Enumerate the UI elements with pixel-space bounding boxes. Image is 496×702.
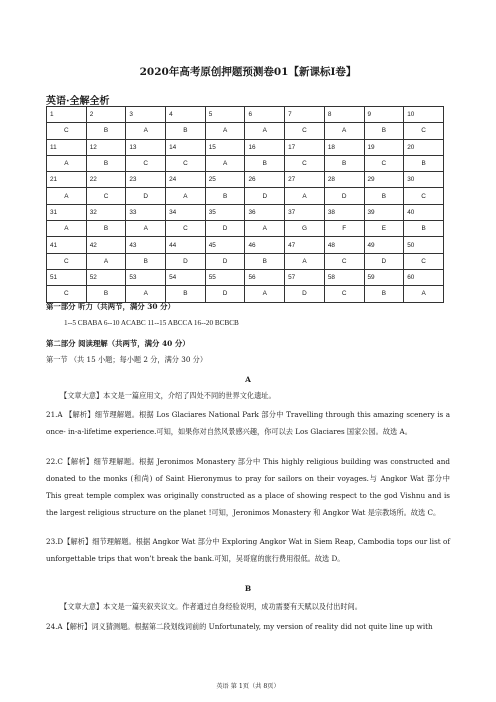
passage-a-label: A: [245, 375, 251, 384]
question-number-cell: 35: [205, 204, 245, 220]
question-number-cell: 21: [47, 172, 87, 188]
question-number-cell: 26: [245, 172, 285, 188]
question-23-explanation: 23.D【解析】细节理解题。根据 Angkor Wat 部分中 Exploring Angkor Wat in Siem Reap, Cambodia tops our list of unforgettable trips that won’t break the bank.可知，吴哥窟的旅行费用很低。故选 D。: [46, 537, 450, 563]
question-number-row: [47, 269, 444, 285]
answer-cell: D: [364, 253, 404, 269]
question-number-cell: 10: [404, 107, 444, 123]
answer-cell: C: [47, 286, 87, 302]
question-number-cell: 8: [324, 107, 364, 123]
answer-table: [46, 106, 444, 303]
answer-cell: A: [404, 286, 444, 302]
question-number-cell: 45: [205, 237, 245, 253]
answer-cell: C: [324, 286, 364, 302]
question-number-cell: 25: [205, 172, 245, 188]
question-number-cell: 40: [404, 204, 444, 220]
question-number-cell: 32: [86, 204, 126, 220]
question-number-cell: 28: [324, 172, 364, 188]
question-number-row: [47, 237, 444, 253]
question-number-cell: 58: [324, 269, 364, 285]
question-number-cell: 31: [47, 204, 87, 220]
question-number-cell: 54: [166, 269, 206, 285]
question-number-cell: 53: [126, 269, 166, 285]
question-number-cell: 2: [86, 107, 126, 123]
question-21-explanation: 21.A 【解析】细节理解题。根据 Los Glaciares National Park 部分中 Travelling through this amazing scenery is a once- in-a-lifetime experience.可知，如果你对自然风景感兴趣，你可以去 Los Glaciares 国家公园。故选 A。: [46, 410, 450, 436]
question-number-cell: 14: [166, 139, 206, 155]
question-number-cell: 57: [285, 269, 325, 285]
answer-cell: B: [166, 286, 206, 302]
question-number-row: [47, 107, 444, 123]
question-number-cell: 1: [47, 107, 87, 123]
answer-key-row: [47, 155, 444, 171]
answer-cell: D: [126, 188, 166, 204]
answer-cell: D: [205, 221, 245, 237]
answer-cell: A: [126, 286, 166, 302]
answer-cell: A: [47, 188, 87, 204]
answer-cell: D: [205, 253, 245, 269]
question-number-cell: 41: [47, 237, 87, 253]
answer-cell: C: [166, 221, 206, 237]
answer-cell: C: [166, 155, 206, 171]
answer-cell: A: [245, 123, 285, 139]
answer-cell: B: [86, 123, 126, 139]
question-number-cell: 52: [86, 269, 126, 285]
answer-cell: A: [324, 123, 364, 139]
question-number-cell: 34: [166, 204, 206, 220]
question-22-explanation: 22.C【解析】细节理解题。根据 Jeronimos Monastery 部分中 This highly religious building was constructed and donated to the monks (和尚) of Saint Hieronymus to pray for sailors on their voyages.与 Angkor Wat 部分中 This great temple complex was originally constructed as a place of showing respect to the god Vishnu and is the largest religious structure on the planet !可知，Jeronimos Monastery 和 Angkor Wat 是宗教场所。故选 C。: [46, 457, 450, 517]
answer-cell: B: [86, 221, 126, 237]
answer-cell: D: [205, 286, 245, 302]
question-number-cell: 18: [324, 139, 364, 155]
answer-cell: B: [126, 253, 166, 269]
passage-a-summary: 【文章大意】本文是一篇应用文，介绍了四处不同的世界文化遗址。: [60, 391, 276, 400]
question-number-cell: 15: [205, 139, 245, 155]
section1-note: 第一节 （共 15 小题；每小题 2 分，满分 30 分）: [46, 355, 208, 364]
question-number-cell: 22: [86, 172, 126, 188]
question-24-explanation: 24.A【解析】词义猜测题。根据第二段划线词前的 Unfortunately, my version of reality did not quite line up with: [46, 622, 433, 631]
answer-cell: A: [245, 286, 285, 302]
answer-cell: C: [126, 155, 166, 171]
question-number-cell: 16: [245, 139, 285, 155]
passage-b-summary: 【文章大意】本文是一篇夹叙夹议文。作者通过自身经验说明，成功需要有天赋以及付出时间。: [60, 602, 362, 611]
answer-cell: G: [285, 221, 325, 237]
answer-cell: A: [205, 123, 245, 139]
question-number-cell: 29: [364, 172, 404, 188]
answer-cell: C: [285, 123, 325, 139]
answer-cell: A: [245, 221, 285, 237]
answer-cell: B: [364, 286, 404, 302]
question-number-cell: 7: [285, 107, 325, 123]
answer-cell: B: [86, 286, 126, 302]
question-number-cell: 9: [364, 107, 404, 123]
question-number-cell: 20: [404, 139, 444, 155]
answer-cell: C: [285, 155, 325, 171]
question-number-cell: 13: [126, 139, 166, 155]
answer-cell: E: [364, 221, 404, 237]
question-number-cell: 23: [126, 172, 166, 188]
question-number-cell: 51: [47, 269, 87, 285]
answer-cell: C: [47, 123, 87, 139]
answer-cell: B: [364, 188, 404, 204]
answer-cell: A: [47, 221, 87, 237]
question-number-cell: 48: [324, 237, 364, 253]
answer-key-row: [47, 188, 444, 204]
part1-answers: 1--5 CBABA 6--10 ACABC 11--15 ABCCA 16--20 BCBCB: [64, 319, 239, 327]
answer-cell: C: [47, 253, 87, 269]
answer-cell: C: [364, 155, 404, 171]
answer-cell: A: [285, 253, 325, 269]
answer-cell: C: [324, 253, 364, 269]
question-number-cell: 49: [364, 237, 404, 253]
answer-cell: A: [285, 188, 325, 204]
question-number-cell: 3: [126, 107, 166, 123]
question-number-cell: 50: [404, 237, 444, 253]
question-number-row: [47, 172, 444, 188]
question-number-cell: 33: [126, 204, 166, 220]
answer-cell: C: [404, 188, 444, 204]
question-number-cell: 42: [86, 237, 126, 253]
question-number-row: [47, 204, 444, 220]
answer-key-row: [47, 286, 444, 302]
section-label: 英语·全解全析: [46, 96, 110, 107]
answer-cell: B: [245, 155, 285, 171]
answer-cell: B: [166, 123, 206, 139]
question-number-cell: 6: [245, 107, 285, 123]
question-number-cell: 46: [245, 237, 285, 253]
answer-cell: B: [324, 155, 364, 171]
answer-cell: B: [86, 155, 126, 171]
question-number-cell: 39: [364, 204, 404, 220]
answer-key-row: [47, 123, 444, 139]
question-number-cell: 37: [285, 204, 325, 220]
answer-cell: A: [126, 221, 166, 237]
answer-key-row: [47, 221, 444, 237]
question-number-cell: 19: [364, 139, 404, 155]
answer-cell: B: [364, 123, 404, 139]
answer-cell: A: [126, 123, 166, 139]
answer-cell: A: [47, 155, 87, 171]
part1-heading: 第一部分 听力（共两节，满分 30 分）: [46, 302, 175, 311]
answer-cell: B: [245, 253, 285, 269]
question-number-cell: 44: [166, 237, 206, 253]
question-number-cell: 4: [166, 107, 206, 123]
page-title: 2020年高考原创押题预测卷01【新课标Ⅰ卷】: [139, 66, 357, 78]
passage-b-label: B: [244, 584, 252, 593]
question-number-cell: 5: [205, 107, 245, 123]
answer-cell: C: [404, 123, 444, 139]
question-number-cell: 12: [86, 139, 126, 155]
answer-cell: D: [324, 188, 364, 204]
answer-cell: C: [86, 188, 126, 204]
question-number-cell: 55: [205, 269, 245, 285]
question-number-cell: 11: [47, 139, 87, 155]
part2-heading: 第二部分 阅读理解（共两节，满分 40 分）: [46, 339, 190, 348]
answer-key-row: [47, 253, 444, 269]
question-number-cell: 17: [285, 139, 325, 155]
question-number-row: [47, 139, 444, 155]
question-number-cell: 27: [285, 172, 325, 188]
answer-cell: A: [86, 253, 126, 269]
answer-cell: D: [285, 286, 325, 302]
answer-cell: B: [404, 221, 444, 237]
question-number-cell: 56: [245, 269, 285, 285]
question-number-cell: 47: [285, 237, 325, 253]
question-number-cell: 59: [364, 269, 404, 285]
answer-cell: B: [205, 188, 245, 204]
answer-cell: C: [404, 253, 444, 269]
answer-cell: F: [324, 221, 364, 237]
question-number-cell: 43: [126, 237, 166, 253]
question-number-cell: 30: [404, 172, 444, 188]
answer-cell: A: [166, 188, 206, 204]
answer-cell: D: [166, 253, 206, 269]
answer-cell: B: [404, 155, 444, 171]
question-number-cell: 38: [324, 204, 364, 220]
question-number-cell: 36: [245, 204, 285, 220]
page-footer: 英语 第 1页（共 8页）: [216, 683, 280, 690]
answer-cell: A: [205, 155, 245, 171]
answer-cell: D: [245, 188, 285, 204]
question-number-cell: 60: [404, 269, 444, 285]
question-number-cell: 24: [166, 172, 206, 188]
